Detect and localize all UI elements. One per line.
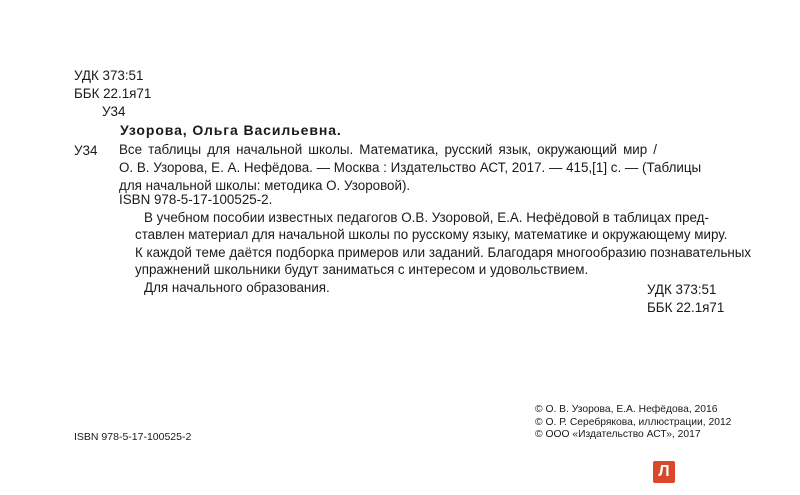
bibliographic-description: [119, 142, 701, 196]
isbn-line: ISBN 978-5-17-100525-2.: [119, 192, 273, 207]
publisher-logo-icon: Л: [653, 461, 675, 483]
bbk-code-bottom: ББК 22.1я71: [647, 300, 725, 315]
author-heading: Узорова, Ольга Васильевна.: [120, 122, 342, 138]
classification-codes-bottom: [647, 282, 724, 318]
annotation-line-3: К каждой теме даётся подборка примеров или заданий. Благодаря многообразию познавательных: [135, 244, 752, 260]
copyright-block: [535, 404, 731, 442]
author-mark-code: У34: [102, 104, 126, 119]
classification-codes-top: [74, 68, 151, 122]
copyright-line-1: © О. В. Узорова, Е.А. Нефёдова, 2016: [535, 404, 718, 415]
isbn-bottom: ISBN 978-5-17-100525-2: [74, 431, 192, 443]
annotation-line-2: ставлен материал для начальной школы по русскому языку, математике и окружающему миру.: [135, 227, 728, 243]
copyright-line-3: © ООО «Издательство АСТ», 2017: [535, 429, 701, 440]
copyright-line-2: © О. Р. Серебрякова, иллюстрации, 2012: [535, 416, 732, 428]
annotation-line-1: В учебном пособии известных педагогов О.В. Узоровой, Е.А. Нефёдовой в таблицах пред-: [144, 210, 709, 225]
audience-note: Для начального образования.: [144, 280, 330, 295]
author-mark-code-left: У34: [74, 143, 98, 158]
udk-code-bottom: УДК 373:51: [647, 282, 717, 297]
description-line-1: Все таблицы для начальной школы. Математика, русский язык, окружающий мир /: [119, 142, 657, 157]
annotation-line-4: упражнений школьники будут заниматься с интересом и удовольствием.: [135, 261, 589, 277]
description-line-3: для начальной школы: методика О. Узоровой).: [119, 178, 411, 193]
udk-code: УДК 373:51: [74, 68, 144, 83]
annotation-paragraph: [135, 210, 752, 279]
description-line-2: О. В. Узорова, Е. А. Нефёдова. — Москва : Издательство АСТ, 2017. — 415,[1] с. — (Таблицы: [119, 160, 702, 175]
bbk-code: ББК 22.1я71: [74, 86, 152, 101]
